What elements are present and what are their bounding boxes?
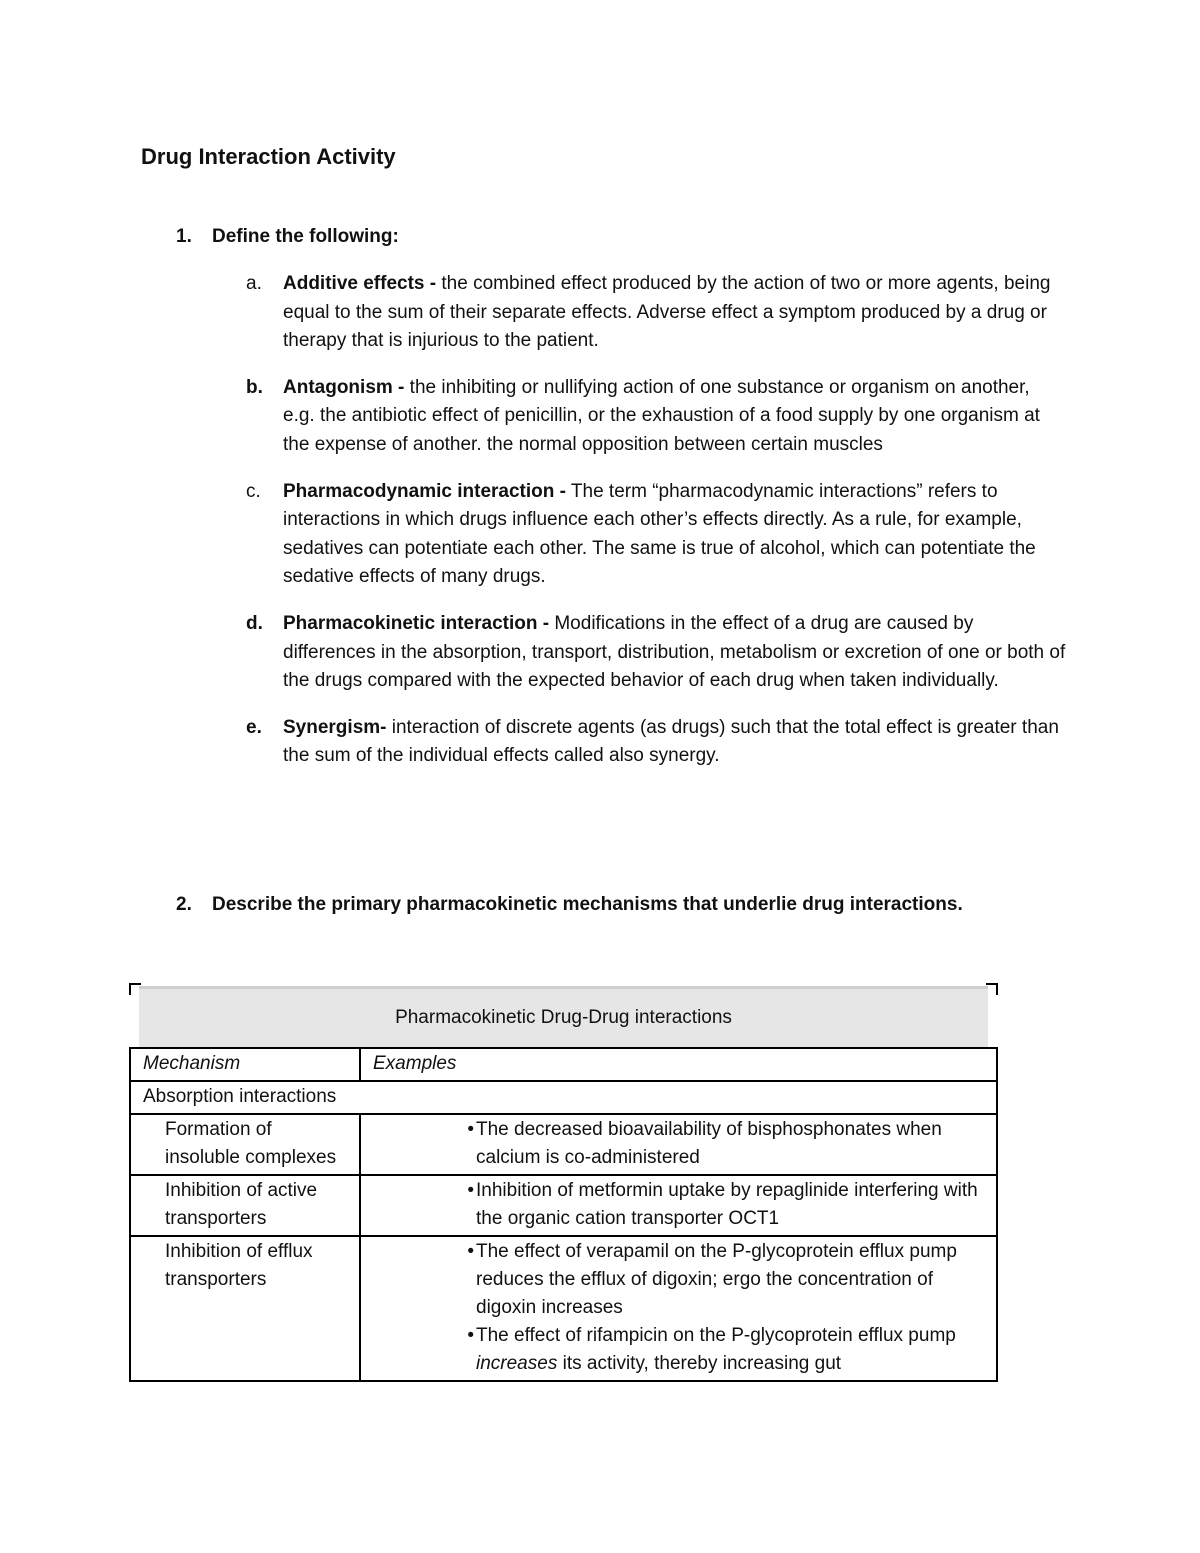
examples-cell <box>360 1114 997 1175</box>
definition-term: Pharmacodynamic interaction - <box>283 480 566 502</box>
page-title: Drug Interaction Activity <box>141 144 396 169</box>
definitions-list <box>246 270 1066 789</box>
definition-body: the inhibiting or nullifying action of one substance or organism on another, e.g. the antibiotic effect of penicillin, or the exhaustion of a food supply by one organism at the expense of another. the normal opposition between certain muscles <box>283 376 1040 455</box>
mechanism-cell: Inhibition of efflux transporters <box>130 1236 360 1381</box>
pk-interactions-table <box>129 983 998 1382</box>
example-text-pre: The effect of rifampicin on the P-glycoprotein efflux pump <box>476 1325 956 1346</box>
definition-term: Pharmacokinetic interaction - <box>283 612 550 634</box>
table-corner-mark <box>986 983 998 995</box>
table-row <box>130 1175 997 1236</box>
definition-term: Synergism- <box>283 716 387 738</box>
definition-letter: c. <box>246 480 261 502</box>
example-item <box>373 1238 988 1322</box>
definition-item <box>246 270 1066 356</box>
table-row <box>130 1236 997 1381</box>
definition-term: Antagonism - <box>283 376 405 398</box>
definition-item <box>246 374 1066 460</box>
table-grid <box>129 1047 998 1382</box>
question-2-number: 2. <box>176 894 192 915</box>
table-section-row <box>130 1081 997 1114</box>
bullet-icon: • <box>467 1180 474 1201</box>
table-corner-mark <box>129 983 141 995</box>
definition-letter: b. <box>246 376 263 398</box>
mechanism-cell: Formation of insoluble complexes <box>130 1114 360 1175</box>
example-item <box>373 1116 988 1172</box>
definition-term: Additive effects - <box>283 273 437 294</box>
section-label: Absorption interactions <box>130 1081 997 1114</box>
question-2-text: Describe the primary pharmacokinetic mechanisms that underlie drug interactions. <box>212 894 963 915</box>
examples-cell <box>360 1175 997 1236</box>
example-item <box>373 1322 988 1378</box>
definition-body: The term “pharmacodynamic interactions” refers to interactions in which drugs influence each other’s effects directly. As a rule, for example, sedatives can potentiate each other. The same is true of alcohol, which can potentiate the sedative effects of many drugs. <box>283 480 1036 588</box>
example-text: The decreased bioavailability of bisphosphonates when calcium is co-administered <box>476 1119 942 1168</box>
definition-body: the combined effect produced by the action of two or more agents, being equal to the sum of their separate effects. Adverse effect a symptom produced by a drug or therapy that is injurious to the patient. <box>283 273 1051 352</box>
question-1-text: Define the following: <box>212 226 399 247</box>
definition-item <box>246 478 1066 592</box>
example-text-emphasis: increases <box>476 1353 558 1374</box>
definition-letter: e. <box>246 716 262 738</box>
definition-body: interaction of discrete agents (as drugs) such that the total effect is greater than the sum of the individual effects called also synergy. <box>283 716 1059 767</box>
table-row <box>130 1114 997 1175</box>
definition-item <box>246 610 1066 696</box>
mechanism-cell: Inhibition of active transporters <box>130 1175 360 1236</box>
definition-letter: a. <box>246 273 262 294</box>
table-header-row <box>130 1048 997 1081</box>
definition-item <box>246 714 1066 771</box>
bullet-icon: • <box>467 1241 474 1262</box>
examples-cell <box>360 1236 997 1381</box>
header-examples: Examples <box>360 1048 997 1081</box>
example-item <box>373 1177 988 1233</box>
table-title: Pharmacokinetic Drug-Drug interactions <box>139 986 988 1047</box>
example-text: Inhibition of metformin uptake by repaglinide interfering with the organic cation transporter OCT1 <box>476 1180 978 1229</box>
question-1-number: 1. <box>176 226 192 247</box>
bullet-icon: • <box>467 1119 474 1140</box>
example-text: The effect of verapamil on the P-glycoprotein efflux pump reduces the efflux of digoxin; ergo the concentration of digoxin increases <box>476 1241 957 1318</box>
header-mechanism: Mechanism <box>130 1048 360 1081</box>
definition-body: Modifications in the effect of a drug are caused by differences in the absorption, transport, distribution, metabolism or excretion of one or both of the drugs compared with the expected behavior of each drug when taken individually. <box>283 612 1066 692</box>
definition-letter: d. <box>246 612 263 634</box>
example-text-post: its activity, thereby increasing gut <box>557 1353 842 1374</box>
bullet-icon: • <box>467 1325 474 1346</box>
